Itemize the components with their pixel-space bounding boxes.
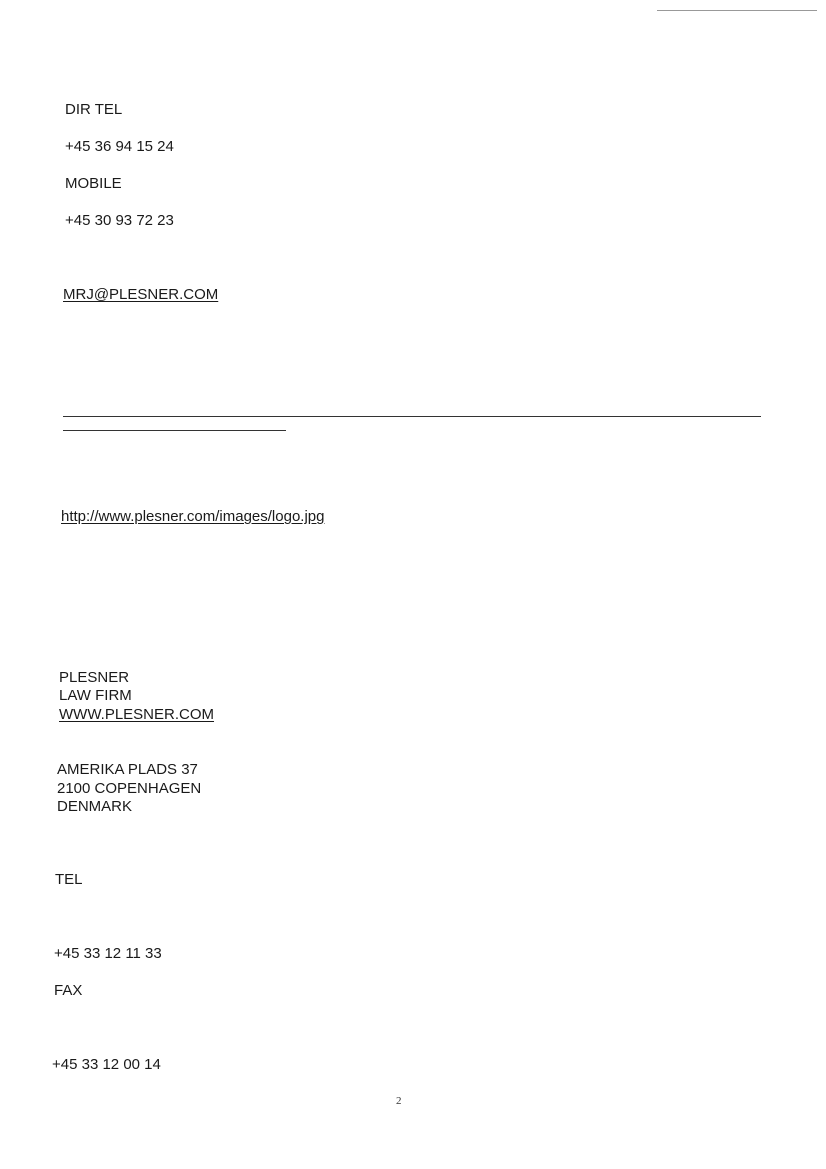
firm-type: LAW FIRM	[59, 687, 132, 704]
dir-tel-label: DIR TEL	[65, 101, 123, 118]
logo-url-link[interactable]: http://www.plesner.com/images/logo.jpg	[61, 508, 325, 525]
address-line2: 2100 COPENHAGEN	[57, 780, 202, 797]
address-country: DENMARK	[57, 798, 133, 815]
tel-value: +45 33 12 11 33	[54, 945, 162, 962]
page-number: 2	[396, 1095, 402, 1107]
dir-tel-value: +45 36 94 15 24	[65, 138, 174, 155]
mobile-value: +45 30 93 72 23	[65, 212, 174, 229]
divider-line	[63, 416, 761, 417]
fax-value: +45 33 12 00 14	[52, 1056, 161, 1073]
mobile-label: MOBILE	[65, 175, 122, 192]
tel-label: TEL	[55, 871, 83, 888]
address-line1: AMERIKA PLADS 37	[57, 761, 198, 778]
website-link[interactable]: WWW.PLESNER.COM	[59, 706, 215, 723]
scan-mark	[657, 10, 817, 11]
fax-label: FAX	[54, 982, 83, 999]
firm-name: PLESNER	[59, 669, 130, 686]
divider-line-short	[63, 430, 286, 431]
email-link[interactable]: MRJ@PLESNER.COM	[63, 286, 219, 303]
